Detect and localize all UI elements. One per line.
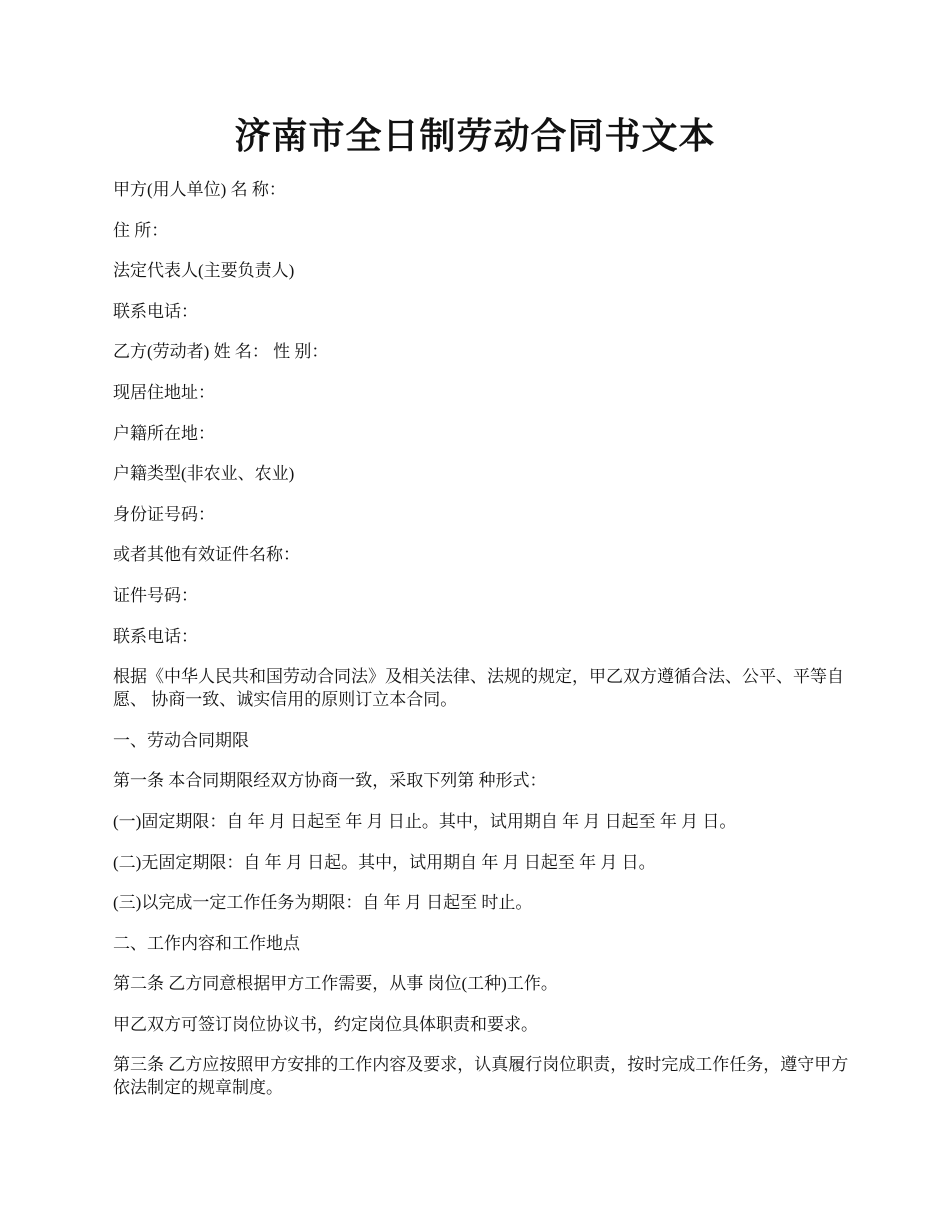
- term-option-task-based: (三)以完成一定工作任务为期限：自 年 月 日起至 时止。: [113, 893, 533, 913]
- party-a-legal-rep: 法定代表人(主要负责人): [113, 261, 295, 281]
- party-b-phone: 联系电话：: [113, 626, 198, 646]
- article-1: 第一条 本合同期限经双方协商一致，采取下列第 种形式：: [113, 771, 547, 791]
- document-body: [113, 178, 853, 1117]
- party-b-other-id-name: 或者其他有效证件名称：: [113, 545, 300, 565]
- article-3: 第三条 乙方应按照甲方安排的工作内容及要求，认真履行岗位职责，按时完成工作任务，遵守甲方依法制定的规章制度。: [113, 1055, 849, 1098]
- party-b-hukou-type: 户籍类型(非农业、农业): [113, 464, 295, 484]
- party-b-current-address: 现居住地址：: [113, 382, 215, 402]
- document-title: 济南市全日制劳动合同书文本: [234, 116, 716, 156]
- section-heading-term: 一、劳动合同期限: [113, 730, 249, 750]
- party-b-hukou-location: 户籍所在地：: [113, 423, 215, 443]
- party-a-address: 住 所：: [113, 220, 169, 240]
- term-option-open-ended: (二)无固定期限：自 年 月 日起。其中，试用期自 年 月 日起至 年 月 日。: [113, 852, 656, 872]
- section-heading-work: 二、工作内容和工作地点: [113, 933, 300, 953]
- position-agreement-paragraph: 甲乙双方可签订岗位协议书，约定岗位具体职责和要求。: [113, 1014, 538, 1034]
- party-b-id-document-number: 证件号码：: [113, 585, 198, 605]
- party-b-id-number: 身份证号码：: [113, 504, 215, 524]
- preamble-paragraph: 根据《中华人民共和国劳动合同法》及相关法律、法规的规定，甲乙双方遵循合法、公平、平等自愿、 协商一致、诚实信用的原则订立本合同。: [113, 667, 844, 710]
- party-b-name-gender: 乙方(劳动者) 姓 名： 性 别：: [113, 342, 329, 362]
- party-a-name: 甲方(用人单位) 名 称：: [113, 180, 286, 199]
- article-2: 第二条 乙方同意根据甲方工作需要，从事 岗位(工种)工作。: [113, 974, 558, 994]
- term-option-fixed: (一)固定期限：自 年 月 日起至 年 月 日止。其中，试用期自 年 月 日起至 年 月 日。: [113, 811, 737, 831]
- party-a-phone: 联系电话：: [113, 301, 198, 321]
